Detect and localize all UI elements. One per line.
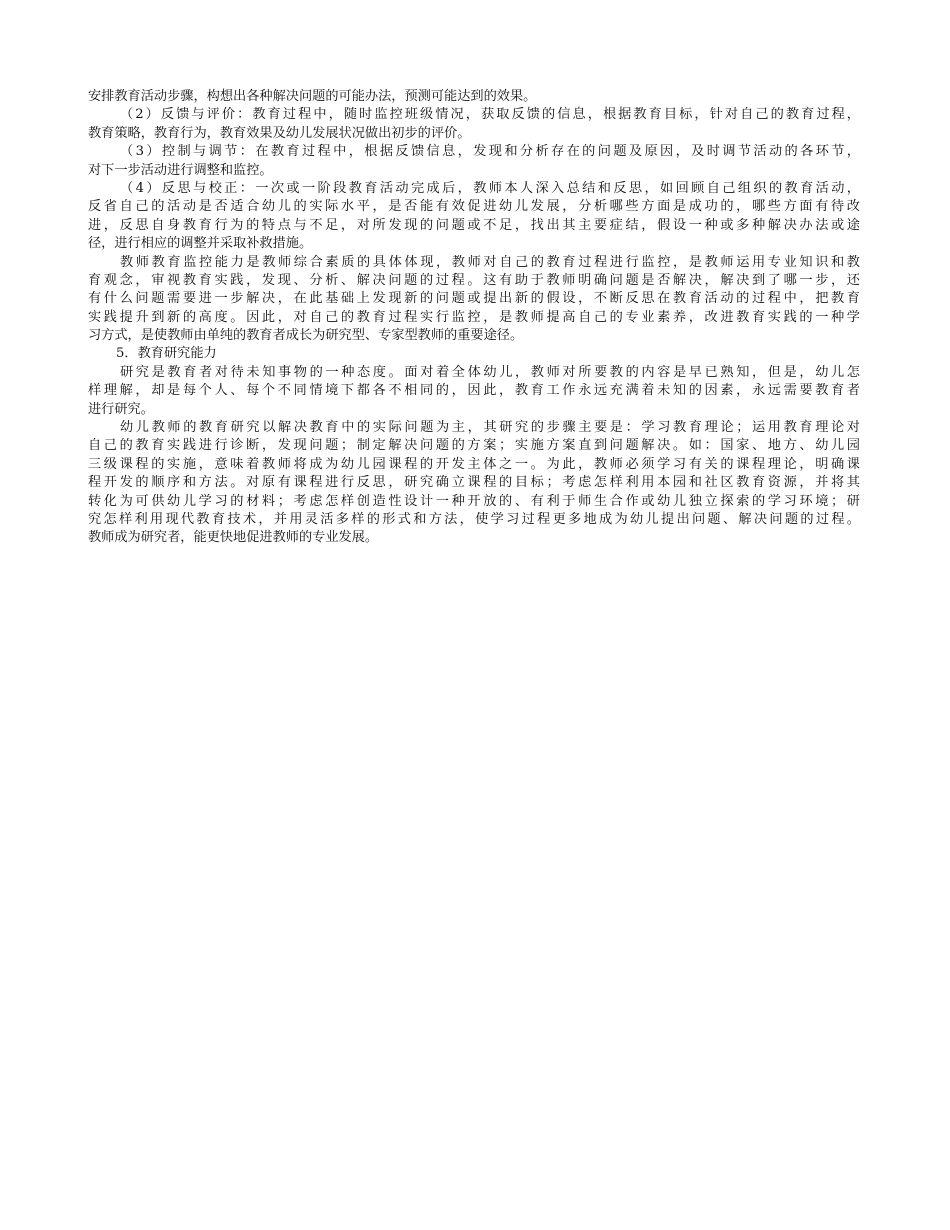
text-line: 实践提升到新的高度。因此，对自己的教育过程实行监控，是教师提高自己的专业素养，改进教育实践的一种学 bbox=[88, 309, 860, 325]
text-line: 进行研究。 bbox=[88, 401, 154, 417]
text-line: 习方式，是使教师由单纯的教育者成长为研究型、专家型教师的重要途径。 bbox=[88, 328, 524, 344]
text-line: 对下一步活动进行调整和监控。 bbox=[88, 162, 273, 178]
text-line: 程开发的顺序和方法。对原有课程进行反思，研究确立课程的目标；考虑怎样利用本园和社区教育资源，并将其 bbox=[88, 475, 860, 491]
text-line: 转化为可供幼儿学习的材料；考虑怎样创造性设计一种开放的、有利于师生合作或幼儿独立探索的学习环境；研 bbox=[88, 493, 860, 509]
text-line: 研究是教育者对待未知事物的一种态度。面对着全体幼儿，教师对所要教的内容是早已熟知，但是，幼儿怎 bbox=[120, 364, 860, 380]
text-line: 进，反思自身教育行为的特点与不足，对所发现的问题或不足，找出其主要症结，假设一种或多种解决办法或途 bbox=[88, 217, 860, 233]
text-line: 自己的教育实践进行诊断，发现问题；制定解决问题的方案；实施方案直到问题解决。如：国家、地方、幼儿园 bbox=[88, 438, 860, 454]
text-line: 反省自己的活动是否适合幼儿的实际水平，是否能有效促进幼儿发展，分析哪些方面是成功的，哪些方面有待改 bbox=[88, 199, 860, 215]
text-line: 教师教育监控能力是教师综合素质的具体体现，教师对自己的教育过程进行监控，是教师运用专业知识和教 bbox=[120, 254, 860, 270]
text-line: 育观念，审视教育实践，发现、分析、解决问题的过程。这有助于教师明确问题是否解决，解决到了哪一步，还 bbox=[88, 272, 860, 288]
text-line: 样理解，却是每个人、每个不同情境下都各不相同的，因此，教育工作永远充满着未知的因素，永远需要教育者 bbox=[88, 383, 860, 399]
text-line: 三级课程的实施，意味着教师将成为幼儿园课程的开发主体之一。为此，教师必须学习有关的课程理论，明确课 bbox=[88, 456, 860, 472]
text-line: 安排教育活动步骤，构想出各种解决问题的可能办法，预测可能达到的效果。 bbox=[88, 89, 537, 104]
text-line: 究怎样利用现代教育技术，并用灵活多样的形式和方法，使学习过程更多地成为幼儿提出问题、解决问题的过程。 bbox=[88, 511, 860, 527]
text-line: （2）反馈与评价：教育过程中，随时监控班级情况，获取反馈的信息，根据教育目标，针对自己的教育过程， bbox=[120, 107, 860, 123]
text-line: （3）控制与调节：在教育过程中，根据反馈信息，发现和分析存在的问题及原因，及时调节活动的各环节， bbox=[120, 144, 860, 160]
text-line: 教师成为研究者，能更快地促进教师的专业发展。 bbox=[88, 530, 379, 546]
text-line: 径，进行相应的调整并采取补救措施。 bbox=[88, 236, 313, 252]
text-line: 教育策略，教育行为，教育效果及幼儿发展状况做出初步的评价。 bbox=[88, 125, 471, 141]
text-line: 有什么问题需要进一步解决，在此基础上发现新的问题或提出新的假设，不断反思在教育活动的过程中，把教育 bbox=[88, 291, 860, 307]
document-page bbox=[88, 88, 860, 548]
text-line: 幼儿教师的教育研究以解决教育中的实际问题为主，其研究的步骤主要是：学习教育理论；运用教育理论对 bbox=[120, 420, 860, 436]
section-heading: 5．教育研究能力 bbox=[116, 346, 217, 362]
text-line: （4）反思与校正：一次或一阶段教育活动完成后，教师本人深入总结和反思，如回顾自己组织的教育活动， bbox=[120, 180, 860, 196]
